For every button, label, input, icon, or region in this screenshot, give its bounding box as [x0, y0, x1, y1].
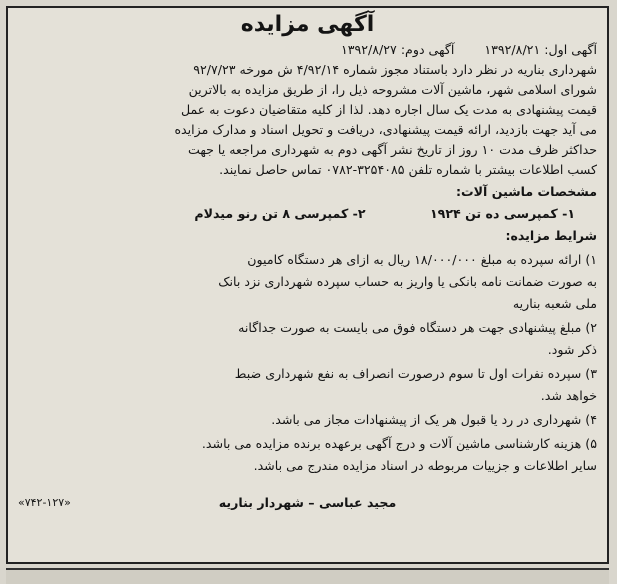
condition-line: ۱) ارائه سپرده به مبلغ ۱۸/۰۰۰/۰۰۰ ریال به ازای هر دستگاه کامیون: [247, 252, 597, 267]
notice-footer: [18, 494, 597, 512]
notice-code: «۷۴۲-۱۲۷»: [18, 496, 71, 509]
notice-title: آگهی مزایده: [240, 12, 375, 37]
machine-item: ۲- کمپرسی ۸ تن رنو میدلام: [194, 206, 366, 221]
condition-line: ۴) شهرداری در رد یا قبول هر یک از پیشنهادات مجاز می باشد.: [271, 412, 597, 427]
next-ad-strip: [6, 568, 609, 584]
body-line: شهرداری بناریه در نظر دارد باستناد مجوز شماره ۴/۹۲/۱۴ ش مورخه ۹۲/۷/۲۳: [193, 62, 597, 77]
condition-line: سایر اطلاعات و جزییات مربوطه در اسناد مزایده مندرج می باشد.: [253, 458, 597, 473]
body-line: کسب اطلاعات بیشتر با شماره تلفن ۳۲۵۴۰۸۵-۰۷۸۲ تماس حاصل نمایند.: [219, 162, 597, 177]
condition-line: خواهد شد.: [540, 388, 597, 403]
body-line: می آید جهت بازدید، ارائه قیمت پیشنهادی، دریافت و تحویل اسناد و مدارک مزایده: [174, 122, 597, 137]
ad-dates: [18, 40, 597, 60]
auction-notice: [6, 6, 609, 564]
condition-line: ذکر شود.: [547, 342, 597, 357]
body-line: شورای اسلامی شهر، ماشین آلات مشروحه ذیل را، از طریق مزایده به بالاترین: [188, 82, 597, 97]
condition-line: ملی شعبه بناریه: [512, 296, 597, 311]
machine-item: ۱- کمپرسی ده تن ۱۹۲۴: [429, 206, 575, 221]
condition-line: ۲) مبلغ پیشنهادی جهت هر دستگاه فوق می بایست به صورت جداگانه: [238, 320, 597, 335]
conditions-heading: شرایط مزایده:: [505, 228, 597, 243]
signature: مجید عباسی – شهردار بناریه: [218, 495, 397, 510]
body-line: حداکثر ظرف مدت ۱۰ روز از تاریخ نشر آگهی دوم به شهرداری مراجعه یا جهت: [187, 142, 597, 157]
condition-line: به صورت ضمانت نامه بانکی یا واریز به حساب سپرده شهرداری نزد بانک: [218, 274, 597, 289]
machines-list: [18, 204, 597, 224]
condition-line: ۵) هزینه کارشناسی ماشین آلات و درج آگهی برعهده برنده مزایده می باشد.: [201, 436, 597, 451]
first-ad-date: آگهی اول: ۱۳۹۲/۸/۲۱: [484, 42, 597, 57]
body-line: قیمت پیشنهادی به مدت یک سال اجاره دهد. لذا از کلیه متقاضیان دعوت به عمل: [180, 102, 597, 117]
condition-line: ۳) سپرده نفرات اول تا سوم درصورت انصراف به نفع شهرداری ضبط: [234, 366, 597, 381]
machines-heading: مشخصات ماشین آلات:: [455, 184, 597, 199]
second-ad-date: آگهی دوم: ۱۳۹۲/۸/۲۷: [340, 42, 455, 57]
